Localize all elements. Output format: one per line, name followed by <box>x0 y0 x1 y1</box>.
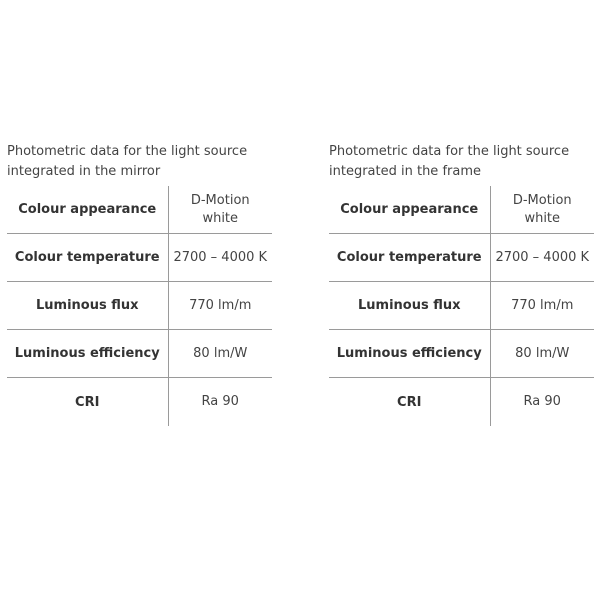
row-value: 80 lm/W <box>490 330 594 378</box>
table-row <box>7 330 272 378</box>
row-label: Colour temperature <box>329 234 490 282</box>
mirror-caption-line1: Photometric data for the light source <box>7 144 248 159</box>
table-row <box>7 282 272 330</box>
mirror-caption-line2: integrated in the mirror <box>7 164 161 179</box>
row-value: 80 lm/W <box>168 330 272 378</box>
row-value: 770 lm/m <box>490 282 594 330</box>
row-label: Luminous flux <box>7 282 168 330</box>
row-value: 2700 – 4000 K <box>168 234 272 282</box>
table-row <box>329 330 594 378</box>
frame-photometric-block <box>329 142 600 426</box>
table-row <box>7 378 272 427</box>
row-value: Ra 90 <box>201 394 239 409</box>
mirror-photometric-block <box>7 142 297 426</box>
row-value: 770 lm/m <box>168 282 272 330</box>
row-label: CRI <box>7 378 168 427</box>
row-value-line2: white <box>524 210 561 226</box>
row-label: Colour temperature <box>7 234 168 282</box>
row-label: Colour appearance <box>7 186 168 234</box>
mirror-caption <box>7 142 297 182</box>
row-value: Ra 90 <box>523 394 561 409</box>
row-label: Luminous flux <box>329 282 490 330</box>
row-value-line1: D-Motion <box>512 192 572 208</box>
frame-caption-line1: Photometric data for the light source <box>329 144 570 159</box>
row-value <box>490 186 594 234</box>
table-row <box>329 234 594 282</box>
row-value: 2700 – 4000 K <box>490 234 594 282</box>
frame-caption-line2: integrated in the frame <box>329 164 481 179</box>
row-value <box>168 186 272 234</box>
row-label: Colour appearance <box>329 186 490 234</box>
table-row <box>7 186 272 234</box>
row-label: CRI <box>329 378 490 427</box>
frame-caption <box>329 142 600 182</box>
row-label: Luminous efficiency <box>7 330 168 378</box>
table-row <box>329 186 594 234</box>
row-label: Luminous efficiency <box>329 330 490 378</box>
frame-spec-table <box>329 186 594 426</box>
row-value-line2: white <box>202 210 239 226</box>
table-row <box>7 234 272 282</box>
table-row <box>329 378 594 427</box>
table-row <box>329 282 594 330</box>
mirror-spec-table <box>7 186 272 426</box>
row-value-line1: D-Motion <box>190 192 250 208</box>
